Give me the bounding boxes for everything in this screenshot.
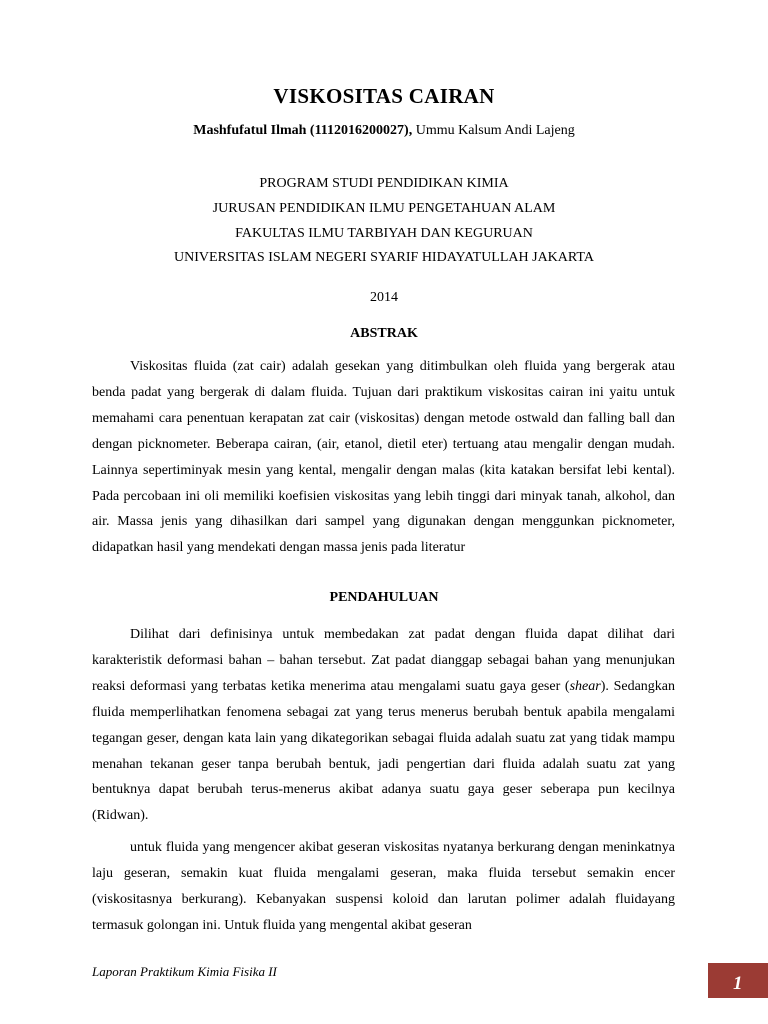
page-number: 1 xyxy=(733,973,743,994)
author-secondary: Ummu Kalsum Andi Lajeng xyxy=(412,123,575,138)
introduction-paragraph-1-text-a: Dilihat dari definisinya untuk membedakan zat padat dengan fluida dapat dilihat dari karakteristik deformasi bahan – bahan tersebut. Zat padat dianggap sebagai bahan yang menunjukan reaksi deformasi yang terbatas ketika menerima atau mengalami suatu gaya geser ( xyxy=(92,627,675,694)
author-line xyxy=(0,123,768,139)
footer-report-title: Laporan Praktikum Kimia Fisika II xyxy=(92,964,277,979)
page-number-box xyxy=(708,963,768,998)
introduction-heading: PENDAHULUAN xyxy=(329,590,439,605)
introduction-paragraph-1-text-b: ). Sedangkan fluida memperlihatkan fenomena sebagai zat yang terus menerus berubah bentuk apabila mengalami tegangan geser, dengan kata lain yang dikategorikan sebagai fluida adalah suatu zat yang tidak mampu menahan tekanan geser tanpa berubah bentuk, jadi pengertian dari fluida adalah suatu zat yang bentuknya dapat berubah terus-menerus akibat adanya suatu gaya geser seberapa pun kecilnya (Ridwan). xyxy=(92,678,675,824)
introduction-paragraph-1-italic-term: shear xyxy=(569,678,601,694)
affiliation-line-university: UNIVERSITAS ISLAM NEGERI SYARIF HIDAYATULLAH JAKARTA xyxy=(174,250,594,265)
author-primary: Mashfufatul Ilmah (1112016200027), xyxy=(193,123,413,138)
footer-accent-line xyxy=(726,995,768,997)
introduction-paragraph-2: untuk fluida yang mengencer akibat geseran viskositas nyatanya berkurang dengan meninkatnya laju geseran, semakin kuat fluida mengalami geseran, maka fluida tersebut semakin encer (viskositasnya berkurang). Kebanyakan suspensi koloid dan larutan polimer adalah fluidayang termasuk golongan ini. Untuk fluida yang mengental akibat geseran xyxy=(92,840,675,933)
affiliation-line-department: JURUSAN PENDIDIKAN ILMU PENGETAHUAN ALAM xyxy=(212,201,556,216)
affiliation-line-program: PROGRAM STUDI PENDIDIKAN KIMIA xyxy=(259,176,509,191)
affiliation-line-faculty: FAKULTAS ILMU TARBIYAH DAN KEGURUAN xyxy=(235,226,533,241)
abstract-heading: ABSTRAK xyxy=(350,326,418,341)
paper-title: VISKOSITAS CAIRAN xyxy=(273,84,495,108)
abstract-text: Viskositas fluida (zat cair) adalah gesekan yang ditimbulkan oleh fluida yang bergerak atau benda padat yang bergerak di dalam fluida. Tujuan dari praktikum viskositas cairan ini yaitu untuk memahami cara penentuan kerapatan zat cair (viskositas) dengan metode ostwald dan falling ball dan dengan picknometer. Beberapa cairan, (air, etanol, dietil eter) tertuang atau mengalir dengan mudah. Lainnya sepertiminyak mesin yang kental, mengalir dengan malas (kita katakan bersifat lebi kental). Pada percobaan ini oli memiliki koefisien viskositas yang lebih tinggi dari minyak tanah, alkohol, dan air. Massa jenis yang dihasilkan dari sampel yang digunakan dengan menggunkan picknometer, didapatkan hasil yang mendekati dengan massa jenis pada literatur xyxy=(92,359,675,556)
publication-year: 2014 xyxy=(370,290,398,305)
introduction-paragraph-1 xyxy=(92,622,675,829)
